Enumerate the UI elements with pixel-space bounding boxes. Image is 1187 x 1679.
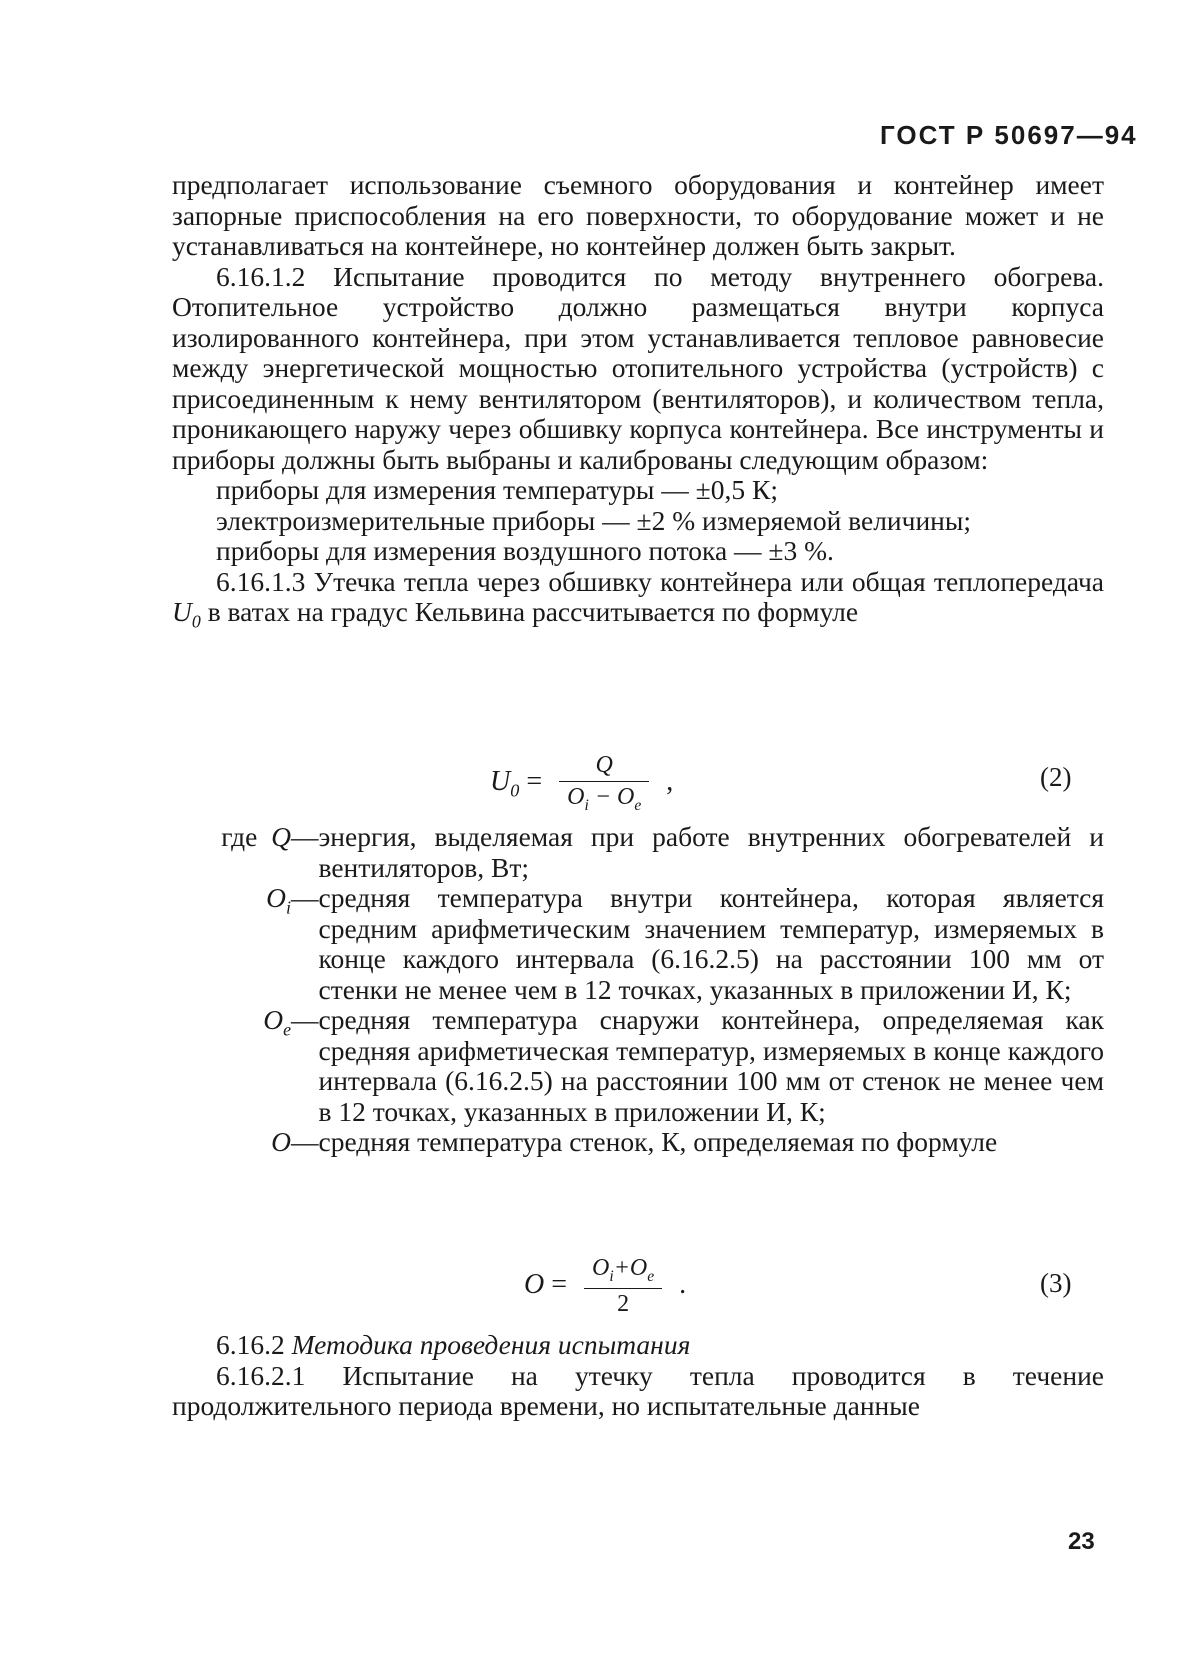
formula-3-fraction: [584, 1255, 662, 1318]
page-number: 23: [1068, 1528, 1095, 1555]
section-heading-6-16-2: 6.16.2 Методика проведения испытания: [216, 1329, 691, 1360]
paragraph-temperature-instruments: приборы для измерения температуры — ±0,5 К;: [216, 474, 778, 505]
paragraph-6-16-1-3-part-a: 6.16.1.3 Утечка тепла через обшивку контейнера или общая теплопередача: [216, 565, 1104, 597]
definition-oi: [166, 883, 1104, 1005]
paragraph-6-16-1-3-part-b: в ватах на градус Кельвина рассчитывается по формуле: [207, 596, 859, 627]
definition-q-dash: —: [291, 821, 319, 852]
definition-q-text: энергия, выделяемая при работе внутренних обогревателей и вентиляторов, Вт;: [318, 821, 1104, 883]
formula-3-trailing-dot: .: [679, 1268, 687, 1300]
formula-2-number: (2): [1040, 762, 1072, 792]
paragraph-electric-instruments: электроизмерительные приборы — ±2 % измеряемой величины;: [216, 504, 972, 536]
definition-oi-dash: —: [291, 882, 319, 913]
formula-3-numerator: $O_i+O_e$: [584, 1255, 662, 1289]
formula-2-equals: =: [526, 765, 543, 797]
paragraph-airflow-instruments: приборы для измерения воздушного потока — ±3 %.: [216, 535, 834, 566]
formula-3-number: (3): [1040, 1268, 1072, 1298]
definition-oe-symbol: $O_e$: [263, 1004, 291, 1040]
definitions-list: [166, 822, 1104, 1158]
paragraph-6-16-1-2: 6.16.1.2 Испытание проводится по методу внутреннего обогрева. Отопительное устройство должно размещаться внутри корпуса изолированного контейнера, при этом устанавливается тепловое равновесие между энергетической мощностью отопительного устройства (устройств) с присоединенным к нему вентилятором (вентиляторов), и количеством тепла, проникающего наружу через обшивку корпуса контейнера. Все инструменты и приборы должны быть выбраны и калиброваны следующим образом:: [172, 260, 1104, 475]
definition-oe-dash: —: [291, 1004, 319, 1035]
definition-o-symbol: O: [271, 1126, 291, 1157]
document-code: ГОСТ Р 50697—94: [880, 120, 1138, 150]
definition-q-symbol: где Q: [221, 821, 291, 852]
formula-2-fraction: [559, 752, 649, 815]
formula-2: [490, 752, 673, 815]
definition-o: [166, 1127, 1104, 1158]
definition-q: [166, 822, 1104, 883]
paragraph-continuation: предполагает использование съемного оборудования и контейнер имеет запорные приспособления на его поверхности, то оборудование может и не устанавливаться на контейнере, но контейнер должен быть закрыт.: [172, 169, 1104, 261]
formula-2-lhs: $U_0$: [490, 765, 520, 801]
formula-2-numerator: Q: [559, 752, 649, 782]
paragraph-6-16-1-3: [172, 567, 1104, 638]
formula-3-lhs: O: [524, 1268, 545, 1300]
formula-2-trailing-comma: ,: [666, 765, 674, 797]
definition-o-text: средняя температура стенок, К, определяемая по формуле: [318, 1126, 998, 1157]
formula-3: [524, 1255, 686, 1318]
section-heading-title: Методика проведения испытания: [291, 1329, 691, 1360]
formula-2-denominator: $O_i - O_e$: [567, 784, 642, 814]
formula-3-equals: =: [551, 1268, 568, 1300]
text-block-2: [172, 1330, 1104, 1422]
definition-oi-symbol: $O_i$: [266, 882, 291, 918]
text-block-1: [172, 170, 1104, 637]
definition-oe: [166, 1005, 1104, 1127]
definition-oe-text: средняя температура снаружи контейнера, определяемая как средняя арифметическая температур, измеряемых в конце каждого интервала (6.16.2.5) на расстоянии 100 мм от стенок не менее чем в 12 точках, указанных в приложении И, К;: [318, 1004, 1104, 1127]
definition-oi-text: средняя температура внутри контейнера, которая является средним арифметическим значением температур, измеряемых в конце каждого интервала (6.16.2.5) на расстоянии 100 мм от стенки не менее чем в 12 точках, указанных в приложении И, К;: [318, 882, 1104, 1005]
symbol-u0: $U_0$: [172, 596, 201, 632]
paragraph-6-16-2-1: 6.16.2.1 Испытание на утечку тепла проводится в течение продолжительного периода времени, но испытательные данные: [172, 1359, 1104, 1421]
formula-3-denominator: 2: [617, 1290, 630, 1317]
definition-o-dash: —: [291, 1126, 319, 1157]
